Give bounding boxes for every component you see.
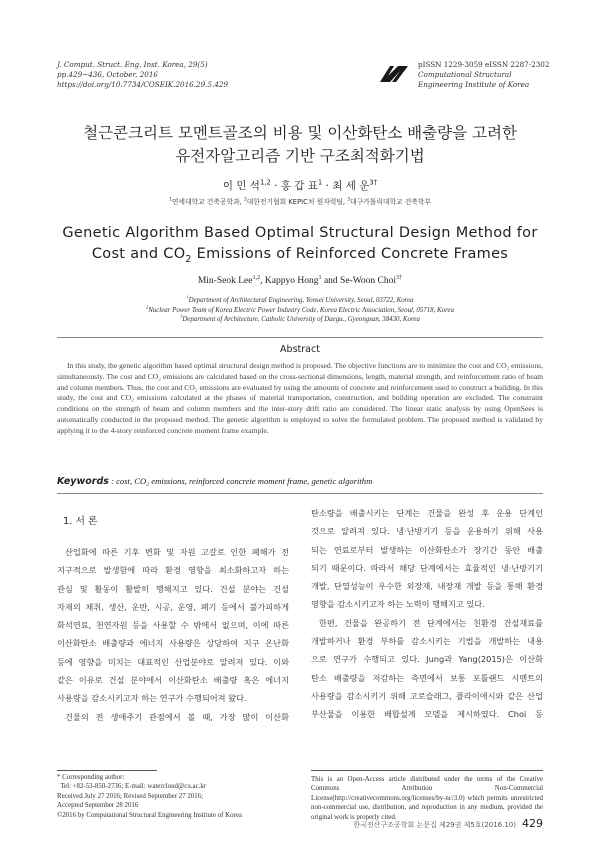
author-en-2-sup: 1 (318, 274, 322, 281)
english-title-line-2 (0, 244, 600, 270)
author-en-1-sup: 1,2 (252, 274, 261, 281)
footnote-line: Accepted September 28 2016 (57, 802, 139, 810)
society-line-2: Engineering Institute of Korea (418, 80, 530, 89)
footnote-line: Tel: +82-53-850-2736; E-mail: watercloud@cu.ac.kr (57, 783, 207, 791)
keywords-rule (57, 493, 543, 494)
journal-line-1: J. Comput. Struct. Eng. Inst. Korea, 29(5) (57, 60, 208, 69)
body-right-column (311, 504, 543, 724)
author-ko-3: 최 세 운 (332, 180, 370, 192)
section-heading-introduction: 1. 서 론 (63, 516, 98, 527)
english-affiliations (0, 296, 600, 325)
issn-line: pISSN 1229-3059 eISSN 2287-2302 (418, 60, 550, 69)
footnote-line: ©2016 by Computational Structural Engineering Institute of Korea (57, 811, 242, 819)
affil-text: Department of Architectural Engineering, Yonsei University, Seoul, 03722, Korea (188, 297, 414, 304)
korean-authors (0, 178, 600, 193)
author-en-1: Min-Seok Lee (197, 276, 253, 286)
english-authors: Min-Seok Lee$^{1,2}$, Kappyo Hong$^1$ and Se-Woon Choi$^{3\dagger}$ (197, 274, 403, 286)
body-line: 관심 및 활동이 활발히 행해지고 있다. 건설 분야는 건설 (57, 583, 289, 594)
abstract-text: In this study, the genetic algorithm based optimal structural design method is proposed. The objective functions are to minimize the cost and CO₂ emissions, simultaneously. The cost and CO₂ emissions are calculated based on the cross-sectional dimensions, length, material strength, and reinforcement ratio of beam and column members. Thus, the cost and CO₂ emissions are evaluated by using the amounts of concrete and reinforcement used to construct a building. In this study, the cost and CO₂ emissions calculated at the phases of material transportation, construction, and building operation are excluded. The constraint conditions on the strength of beam and column members and the inter-story drift ratio are considered. The linear static analysis by using OpenSees is automatically conducted in the proposed method. The genetic algorithm is employed to solve the formulated problem. The proposed method is validated by applying it to the 4-story reinforced concrete moment frame example. (57, 361, 543, 435)
affil-ko-3: 대구가톨릭대학교 건축학부 (350, 198, 431, 206)
keywords-text: cost, CO₂ emissions, reinforced concrete moment frame, genetic algorithm (116, 476, 373, 486)
author-sep: · (270, 180, 281, 192)
affil-sup: 3 (180, 313, 183, 319)
body-line: 탄소량을 배출시키는 단계는 건물을 완성 후 운용 단계인 (311, 508, 543, 518)
english-title-line-1: Genetic Algorithm Based Optimal Structural Design Method for (62, 225, 538, 241)
author-en-2: Kappyo Hong (264, 276, 319, 286)
journal-citation (57, 60, 228, 90)
title-part: Cost and CO (91, 246, 186, 262)
keywords-sep: : (108, 476, 117, 486)
affil-sup: 3 (347, 197, 351, 203)
body-line: 지구적으로 발생함에 따라 환경 영향을 최소화하고자 하는 (57, 565, 289, 576)
affil-sup: 1 (186, 294, 189, 300)
society-line-1: Computational Structural (418, 70, 512, 79)
body-line: 탄소 배출량을 저감하는 측면에서 보통 포틀랜드 시멘트의 (311, 672, 543, 683)
body-line: 사용량을 감소시키기 위해 고로슬래그, 플라이애시와 같은 산업 (311, 690, 543, 701)
affil-text: Nuclear Power Team of Korea Electric Power Industry Code, Korea Electric Association, Seoul, 05718, Korea (148, 306, 455, 314)
footnote-rule-left (57, 770, 157, 771)
abstract-heading: Abstract (280, 344, 320, 355)
body-line: 것으로 알려져 있다. 냉·난방기기 등을 운용하기 위해 사용 (311, 526, 543, 537)
author-ko-2-sup: 1 (317, 178, 323, 187)
body-line: 영향을 감소시키고자 하는 노력이 행해지고 있다. (311, 599, 485, 610)
affil-sup: 2 (243, 197, 247, 203)
english-title (0, 223, 600, 270)
affil-ko-1: 연세대학교 건축공학과, (171, 198, 244, 206)
title-subscript: 2 (185, 253, 192, 265)
author-ko-1-sup: 1,2 (259, 178, 271, 187)
journal-line-2: pp.429~436, October, 2016 (57, 70, 159, 79)
body-line: 으로 연구가 수행되고 있다. Jung과 Yang(2015)은 이산화 (311, 654, 543, 665)
body-line: 산업화에 따른 기후 변화 및 자원 고갈로 인한 폐해가 전 (65, 547, 289, 557)
author-and: and (321, 276, 341, 286)
keywords-label: Keywords (57, 476, 109, 487)
body-left-column (57, 543, 289, 726)
author-en-3: Se-Woon Choi (340, 276, 397, 286)
title-part: Emissions of Reinforced Concrete Frames (191, 246, 509, 262)
footnote-line: Received July 27 2016; Revised September 27 2016; (57, 792, 204, 800)
korean-title-line-2: 유전자알고리즘 기반 구조최적화기법 (175, 147, 425, 165)
affil-en-3 (0, 315, 600, 325)
keywords (57, 476, 543, 487)
korean-title (0, 122, 600, 168)
cosei-logo-icon (378, 62, 410, 86)
body-line: 건물의 전 생애주기 관점에서 볼 때, 가장 많이 이산화 (65, 711, 289, 722)
affil-sup: 2 (145, 304, 149, 310)
body-line: 자재의 채취, 생산, 운반, 시공, 운영, 폐기 등에서 불가피하게 (57, 601, 289, 612)
body-line: 같은 이유로 건설 분야에서 이산화탄소 배출량 혹은 에너지 (57, 675, 289, 686)
doi-link[interactable]: https://doi.org/10.7734/COSEIK.2016.29.5.429 (57, 80, 229, 89)
page-number: 429 (522, 817, 543, 830)
body-line: 등에 영향을 미치는 대표적인 산업분야로 알려져 있다. 이와 (57, 656, 289, 667)
corresponding-author-footnote (57, 773, 297, 820)
author-en-3-sup: 3† (396, 274, 403, 281)
affil-sup: 1 (169, 197, 172, 203)
license-footnote: This is an Open-Access article distributed under the terms of the Creative Commons Attribution Non-Commercial License(http://creativecommons.org/licenses/by-nc/3.0) which permits unrestricted non-commercial use, distribution, and reproduction in any medium, provided the original work is properly cited. (311, 776, 543, 821)
body-line: 이산화탄소 배출량과 에너지 사용량은 상당하여 지구 온난화 (57, 638, 289, 649)
body-line: 사용량을 감소시키고자 하는 연구가 수행되어져 왔다. (57, 693, 247, 704)
body-line: 개발하거나 환경 부하를 감소시키는 기법을 개발하는 내용 (311, 636, 543, 647)
body-line: 개발, 단열성능이 우수한 외장재, 내장재 개발 등을 통해 환경 (311, 581, 543, 592)
author-ko-3-sup: 3† (369, 178, 378, 187)
body-line: 되기 때문이다. 따라서 해당 단계에서는 효율적인 냉·난방기기 (311, 562, 543, 573)
affil-en-2 (0, 306, 600, 316)
body-line: 부산물을 이용한 배합설계 모델을 제시하였다. Choi 등 (311, 709, 543, 720)
footnote-rule-right (311, 770, 543, 771)
korean-affiliations (0, 196, 600, 206)
abstract-top-rule (57, 337, 543, 338)
issn-block (418, 60, 549, 90)
author-ko-1: 이 민 석 (222, 180, 260, 192)
page-footer (300, 817, 543, 830)
affil-ko-2: 대한전기협회 KEPIC처 원자력팀, (246, 198, 348, 206)
body-line: 한편, 건물을 완공하기 전 단계에서는 친환경 건설재료를 (319, 617, 543, 628)
author-sep: · (322, 180, 333, 192)
body-line: 화석연료, 천연자원 등을 사용할 수 밖에서 없으며, 이에 따른 (57, 620, 289, 631)
body-line: 되는 연료로부터 발생하는 이산화탄소가 장기간 동안 배출 (311, 544, 543, 555)
korean-title-line-1: 철근콘크리트 모멘트골조의 비용 및 이산화탄소 배출량을 고려한 (83, 124, 517, 142)
footnote-line: * Corresponding author: (57, 774, 125, 781)
affil-text: Department of Architecture, Catholic University of Daegu., Gyeongsan, 38430, Korea (182, 316, 420, 323)
footer-journal: 한국전산구조공학회 논문집 제29권 제5호(2016.10) (353, 821, 516, 829)
affil-en-1 (0, 296, 600, 306)
author-ko-2: 홍 갑 표 (280, 180, 318, 192)
